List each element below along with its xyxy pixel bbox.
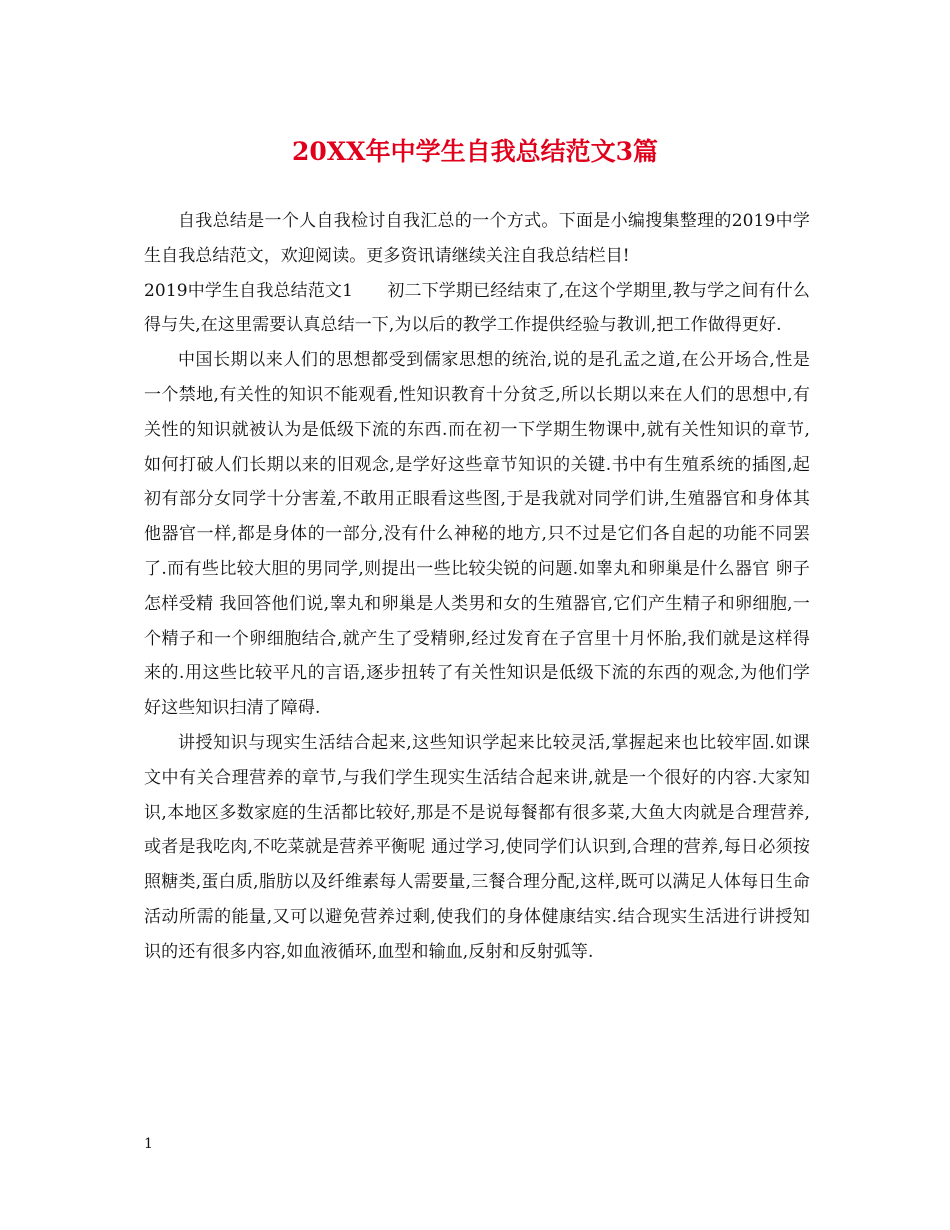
document-body <box>144 204 810 970</box>
body-paragraph: 中国长期以来人们的思想都受到儒家思想的统治,说的是孔孟之道,在公开场合,性是一个禁地,有关性的知识不能观看,性知识教育十分贫乏,所以长期以来在人们的思想中,有关性的知识就被认为是低级下流的东西.而在初一下学期生物课中,就有关性知识的章节,如何打破人们长期以来的旧观念,是学好这些章节知识的关键.书中有生殖系统的插图,起初有部分女同学十分害羞,不敢用正眼看这些图,于是我就对同学们讲,生殖器官和身体其他器官一样,都是身体的一部分,没有什么神秘的地方,只不过是它们各自起的功能不同罢了.而有些比较大胆的男同学,则提出一些比较尖锐的问题.如睾丸和卵巢是什么器官 卵子怎样受精 我回答他们说,睾丸和卵巢是人类男和女的生殖器官,它们产生精子和卵细胞,一个精子和一个卵细胞结合,就产生了受精卵,经过发育在子宫里十月怀胎,我们就是这样得来的.用这些比较平凡的言语,逐步扭转了有关性知识是低级下流的东西的观念,为他们学好这些知识扫清了障碍. <box>144 350 810 719</box>
intro-paragraph: 自我总结是一个人自我检讨自我汇总的一个方式。下面是小编搜集整理的2019中学生自我总结范文，欢迎阅读。更多资讯请继续关注自我总结栏目! <box>144 211 810 266</box>
document-title: 20XX年中学生自我总结范文3篇 <box>292 137 658 166</box>
essay-1-opening-paragraph: 2019中学生自我总结范文1 初二下学期已经结束了,在这个学期里,教与学之间有什么得与失,在这里需要认真总结一下,为以后的教学工作提供经验与教训,把工作做得更好. <box>144 280 810 336</box>
body-paragraph: 讲授知识与现实生活结合起来,这些知识学起来比较灵活,掌握起来也比较牢固.如课文中有关合理营养的章节,与我们学生现实生活结合起来讲,就是一个很好的内容.大家知识,本地区多数家庭的生活都比较好,那是不是说每餐都有很多菜,大鱼大肉就是合理营养,或者是我吃肉,不吃菜就是营养平衡呢 通过学习,使同学们认识到,合理的营养,每日必须按照糖类,蛋白质,脂肪以及纤维素每人需要量,三餐合理分配,这样,既可以满足人体每日生命活动所需的能量,又可以避免营养过剩,使我们的身体健康结实.结合现实生活进行讲授知识的还有很多内容,如血液循环,血型和输血,反射和反射弧等. <box>144 732 810 962</box>
page-number: 1 <box>144 1136 153 1152</box>
